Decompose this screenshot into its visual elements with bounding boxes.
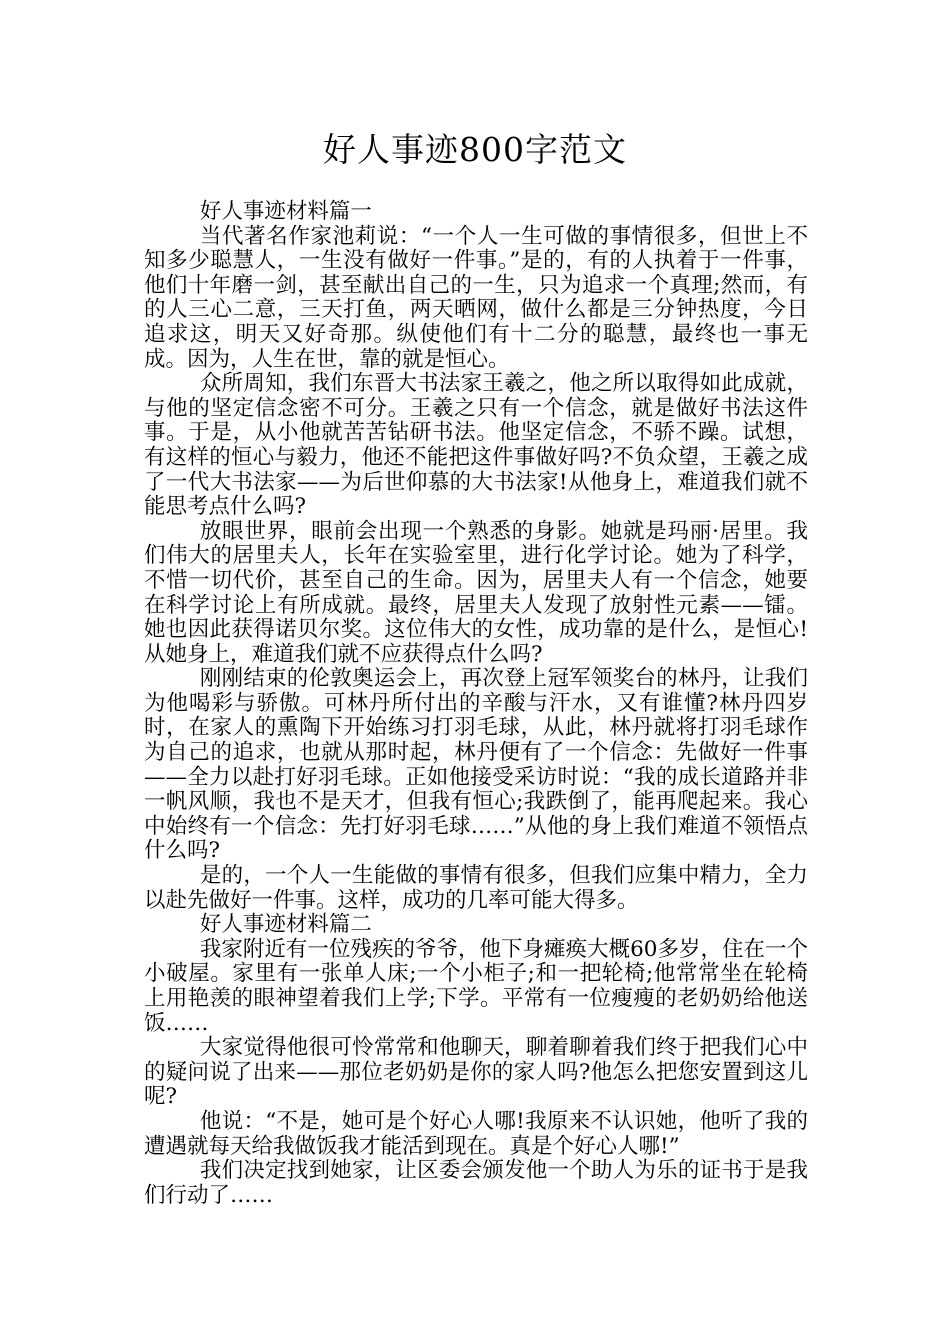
paragraph: 当代著名作家池莉说：“一个人一生可做的事情很多，但世上不知多少聪慧人，一生没有做好一件事。”是的，有的人执着于一件事，他们十年磨一剑，甚至献出自己的一生，只为追求一个真理;然而，有的人三心二意，三天打鱼，两天晒网，做什么都是三分钟热度，今日追求这，明天又好奇那。纵使他们有十二分的聪慧，最终也一事无成。因为，人生在世，靠的就是恒心。 <box>144 223 808 372</box>
paragraph: 我们决定找到她家，让区委会颁发他一个助人为乐的证书于是我们行动了…… <box>144 1158 808 1208</box>
section-heading: 好人事迹材料篇二 <box>199 912 372 938</box>
paragraph: 大家觉得他很可怜常常和他聊天，聊着聊着我们终于把我们心中的疑问说了出来——那位老奶奶是你的家人吗?他怎么把您安置到这儿呢? <box>144 1035 808 1110</box>
paragraph: 他说：“不是，她可是个好心人哪!我原来不认识她，他听了我的遭遇就每天给我做饭我才能活到现在。真是个好心人哪!” <box>144 1108 808 1159</box>
section-heading: 好人事迹材料篇一 <box>199 199 372 224</box>
paragraph: 是的，一个人一生能做的事情有很多，但我们应集中精力，全力以赴先做好一件事。这样，成功的几率可能大得多。 <box>144 863 808 913</box>
paragraph: 我家附近有一位残疾的爷爷，他下身瘫痪大概60多岁，住在一个小破屋。家里有一张单人床;一个小柜子;和一把轮椅;他常常坐在轮椅上用艳羡的眼神望着我们上学;下学。平常有一位瘦瘦的老奶奶给他送饭…… <box>144 936 808 1036</box>
document-title: 好人事迹800字范文 <box>323 130 627 169</box>
paragraph: 众所周知，我们东晋大书法家王羲之，他之所以取得如此成就，与他的坚定信念密不可分。王羲之只有一个信念，就是做好书法这件事。于是，从小他就苦苦钻研书法。他坚定信念，不骄不躁。试想，有这样的恒心与毅力，他还不能把这件事做好吗?不负众望，王羲之成了一代大书法家——为后世仰慕的大书法家!从他身上，难道我们就不能思考点什么吗? <box>144 371 808 520</box>
document-body <box>144 200 808 1208</box>
paragraph: 放眼世界，眼前会出现一个熟悉的身影。她就是玛丽·居里。我们伟大的居里夫人，长年在实验室里，进行化学讨论。她为了科学，不惜一切代价，甚至自己的生命。因为，居里夫人有一个信念，她要在科学讨论上有所成就。最终，居里夫人发现了放射性元素——镭。她也因此获得诺贝尔奖。这位伟大的女性，成功靠的是什么，是恒心!从她身上，难道我们就不应获得点什么吗? <box>144 518 808 667</box>
paragraph: 刚刚结束的伦敦奥运会上，再次登上冠军领奖台的林丹，让我们为他喝彩与骄傲。可林丹所付出的辛酸与汗水，又有谁懂?林丹四岁时，在家人的熏陶下开始练习打羽毛球，从此，林丹就将打羽毛球作为自己的追求，也就从那时起，林丹便有了一个信念：先做好一件事——全力以赴打好羽毛球。正如他接受采访时说：“我的成长道路并非一帆风顺，我也不是天才，但我有恒心;我跌倒了，能再爬起来。我心中始终有一个信念：先打好羽毛球……”从他的身上我们难道不领悟点什么吗? <box>144 666 808 864</box>
